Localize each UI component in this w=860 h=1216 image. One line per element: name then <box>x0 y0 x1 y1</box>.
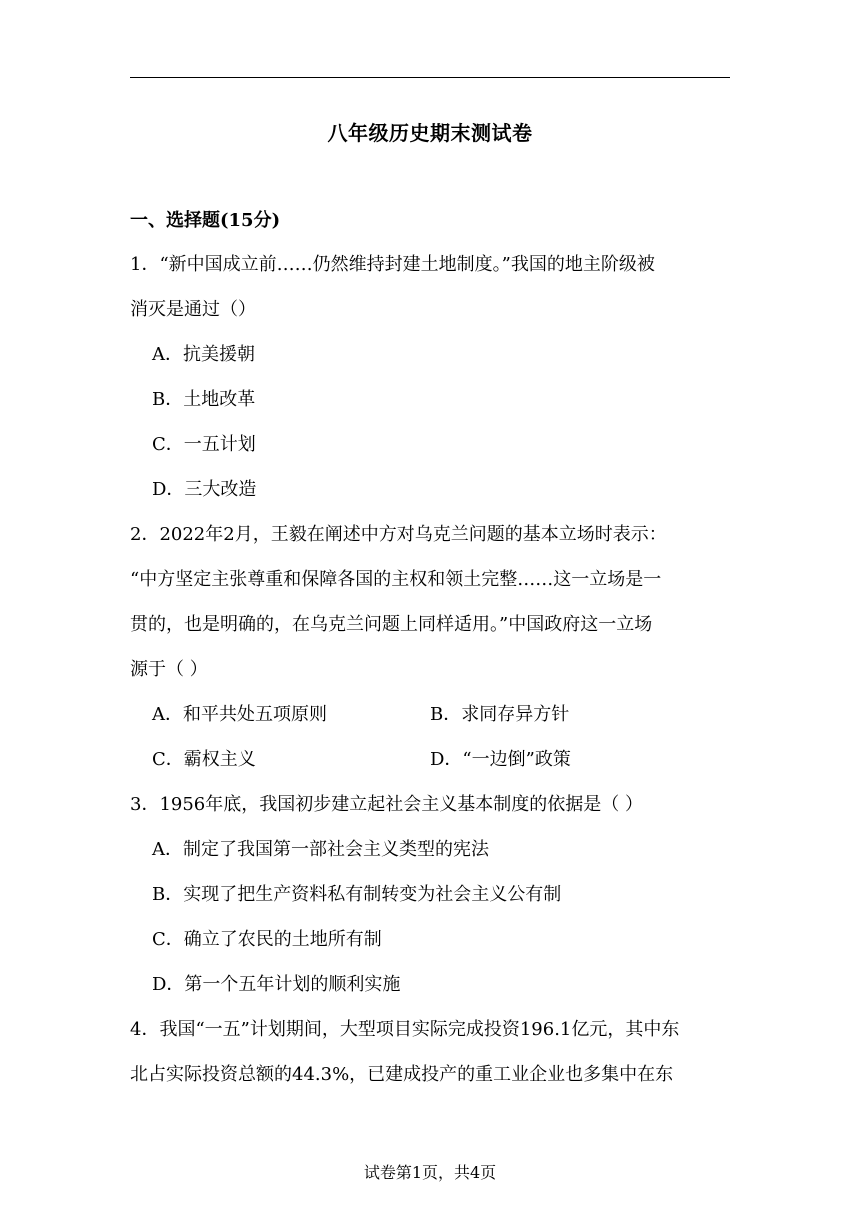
question-1-line-2: 消灭是通过（） <box>130 299 256 320</box>
question-2-option-b: B．求同存异方针 <box>430 704 570 725</box>
question-2-line-4: 源于（ ） <box>130 659 208 680</box>
question-1-option-c: C．一五计划 <box>152 434 256 455</box>
question-3-option-b: B．实现了把生产资料私有制转变为社会主义公有制 <box>152 884 562 905</box>
question-2-option-d: D．“一边倒”政策 <box>430 749 571 770</box>
question-1-line-1: 1．“新中国成立前……仍然维持封建土地制度。”我国的地主阶级被 <box>130 254 655 275</box>
section-heading: 一、选择题(15分) <box>130 210 281 231</box>
question-4-line-2: 北占实际投资总额的44.3%，已建成投产的重工业企业也多集中在东 <box>130 1064 674 1085</box>
question-2-line-3: 贯的，也是明确的，在乌克兰问题上同样适用。”中国政府这一立场 <box>130 614 653 635</box>
page-title: 八年级历史期末测试卷 <box>327 121 533 145</box>
question-2-line-1: 2．2022年2月，王毅在阐述中方对乌克兰问题的基本立场时表示： <box>130 524 667 545</box>
question-1-option-b: B．土地改革 <box>152 389 256 410</box>
page-footer: 试卷第1页，共4页 <box>363 1163 497 1182</box>
question-3-option-c: C．确立了农民的土地所有制 <box>152 929 382 950</box>
question-1-option-a: A．抗美援朝 <box>152 344 255 365</box>
question-1-option-d: D．三大改造 <box>152 479 257 500</box>
question-4-line-1: 4．我国“一五”计划期间，大型项目实际完成投资196.1亿元，其中东 <box>130 1019 680 1040</box>
question-3-option-d: D．第一个五年计划的顺利实施 <box>152 974 401 995</box>
question-2-option-c: C．霸权主义 <box>152 749 256 770</box>
question-3-option-a: A．制定了我国第一部社会主义类型的宪法 <box>152 839 489 860</box>
question-2-line-2: “中方坚定主张尊重和保障各国的主权和领土完整……这一立场是一 <box>130 569 662 590</box>
question-2-option-a: A．和平共处五项原则 <box>152 704 327 725</box>
question-3-line-1: 3．1956年底，我国初步建立起社会主义基本制度的依据是（ ） <box>130 794 643 815</box>
header-rule <box>130 77 730 78</box>
